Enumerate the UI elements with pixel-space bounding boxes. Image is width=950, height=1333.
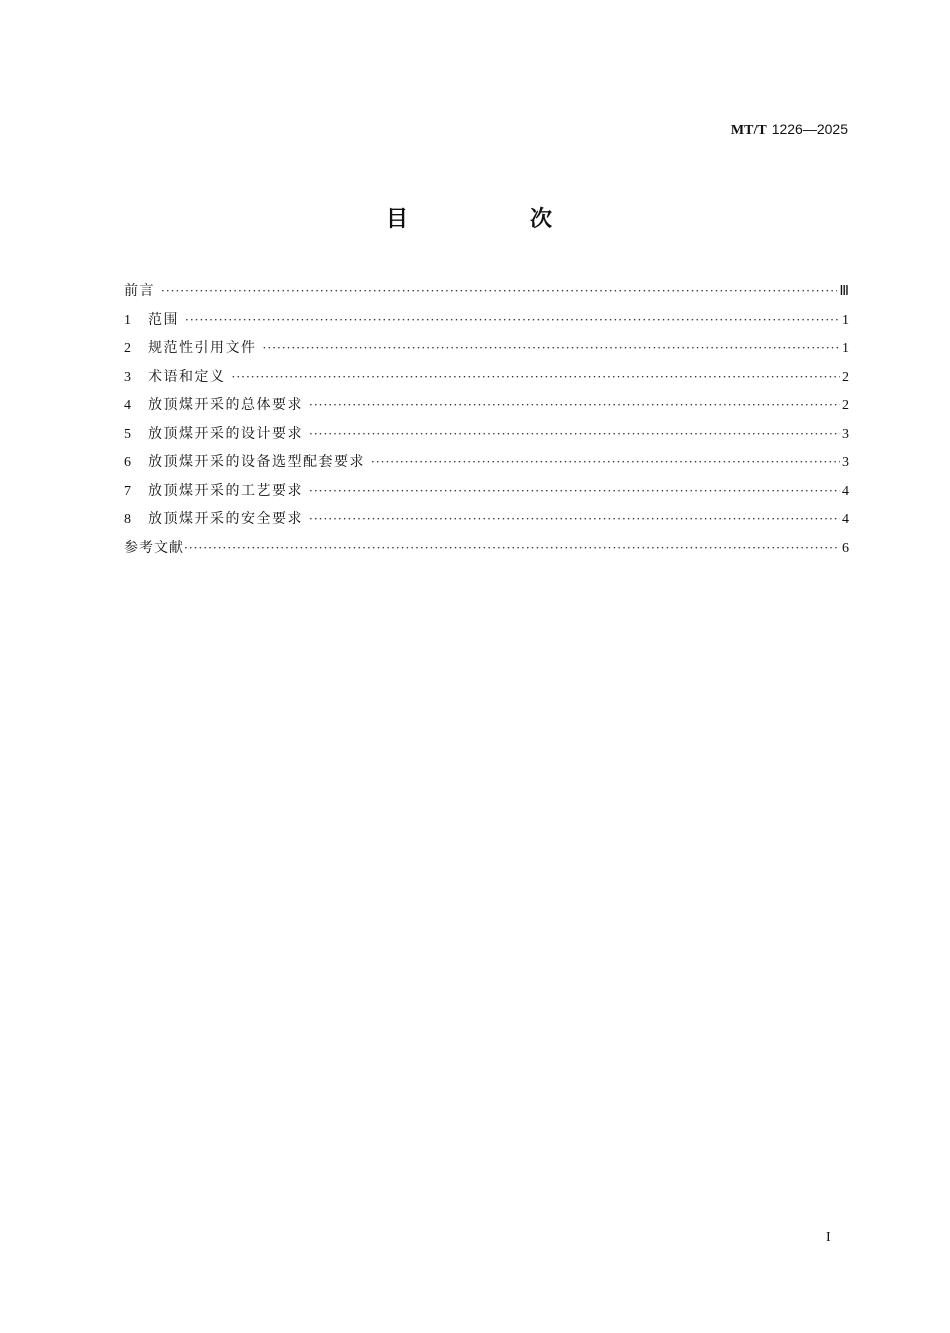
toc-entry-page: 1: [842, 312, 849, 328]
toc-leader-dots: [232, 367, 841, 387]
toc-entry-page: 3: [842, 426, 849, 442]
toc-title: 目 次: [385, 207, 602, 232]
toc-entry-text: 放顶煤开采的总体要求: [148, 397, 303, 413]
document-code: [731, 121, 848, 139]
toc-leader-dots: [309, 481, 840, 501]
toc-entry-page: Ⅲ: [839, 284, 849, 299]
toc-list: [124, 281, 849, 566]
document-code-prefix: MT/T: [730, 123, 767, 138]
toc-entry-number: 6: [124, 455, 131, 470]
toc-entry-page: 2: [842, 398, 849, 413]
toc-entry-text: 参考文献: [124, 539, 184, 556]
toc-leader-dots: [371, 452, 840, 472]
document-code-number: 1226—2025: [771, 121, 848, 137]
toc-entry-7[interactable]: [124, 481, 849, 510]
toc-entry-number: 2: [124, 341, 131, 356]
toc-leader-dots: [185, 310, 840, 330]
toc-entry-page: 4: [842, 512, 849, 527]
toc-leader-dots: [184, 538, 840, 558]
toc-entry-bibliography[interactable]: [124, 538, 849, 567]
toc-entry-text: 放顶煤开采的工艺要求: [148, 482, 303, 499]
toc-entry-text: 规范性引用文件: [148, 340, 257, 356]
toc-entry-number: 4: [124, 398, 131, 413]
toc-entry-foreword[interactable]: [124, 281, 849, 310]
toc-entry-page: 4: [842, 483, 849, 499]
toc-entry-8[interactable]: [124, 509, 849, 538]
page-number: I: [826, 1230, 831, 1245]
toc-entry-page: 1: [842, 341, 849, 356]
toc-entry-number: 8: [124, 512, 131, 527]
toc-entry-text: 放顶煤开采的设计要求: [148, 425, 303, 442]
toc-leader-dots: [161, 281, 837, 301]
toc-entry-page: 6: [842, 540, 849, 556]
toc-entry-3[interactable]: [124, 367, 849, 396]
toc-leader-dots: [263, 338, 841, 358]
toc-entry-6[interactable]: [124, 452, 849, 481]
toc-entry-page: 3: [842, 455, 849, 470]
toc-leader-dots: [309, 509, 840, 529]
toc-entry-4[interactable]: [124, 395, 849, 424]
toc-entry-5[interactable]: [124, 424, 849, 453]
toc-leader-dots: [309, 395, 840, 415]
toc-leader-dots: [309, 424, 840, 444]
toc-entry-text: 范围: [148, 311, 179, 328]
toc-entry-number: 5: [124, 426, 131, 442]
toc-entry-page: 2: [842, 369, 849, 385]
toc-entry-text: 术语和定义: [148, 368, 226, 385]
toc-entry-number: 3: [124, 369, 131, 385]
toc-entry-2[interactable]: [124, 338, 849, 367]
toc-entry-text: 放顶煤开采的设备选型配套要求: [148, 454, 365, 470]
toc-entry-1[interactable]: [124, 310, 849, 339]
toc-entry-text: 放顶煤开采的安全要求: [148, 511, 303, 527]
toc-entry-number: 1: [124, 312, 131, 328]
toc-entry-number: 7: [124, 483, 131, 499]
toc-entry-text: 前言: [124, 283, 155, 299]
